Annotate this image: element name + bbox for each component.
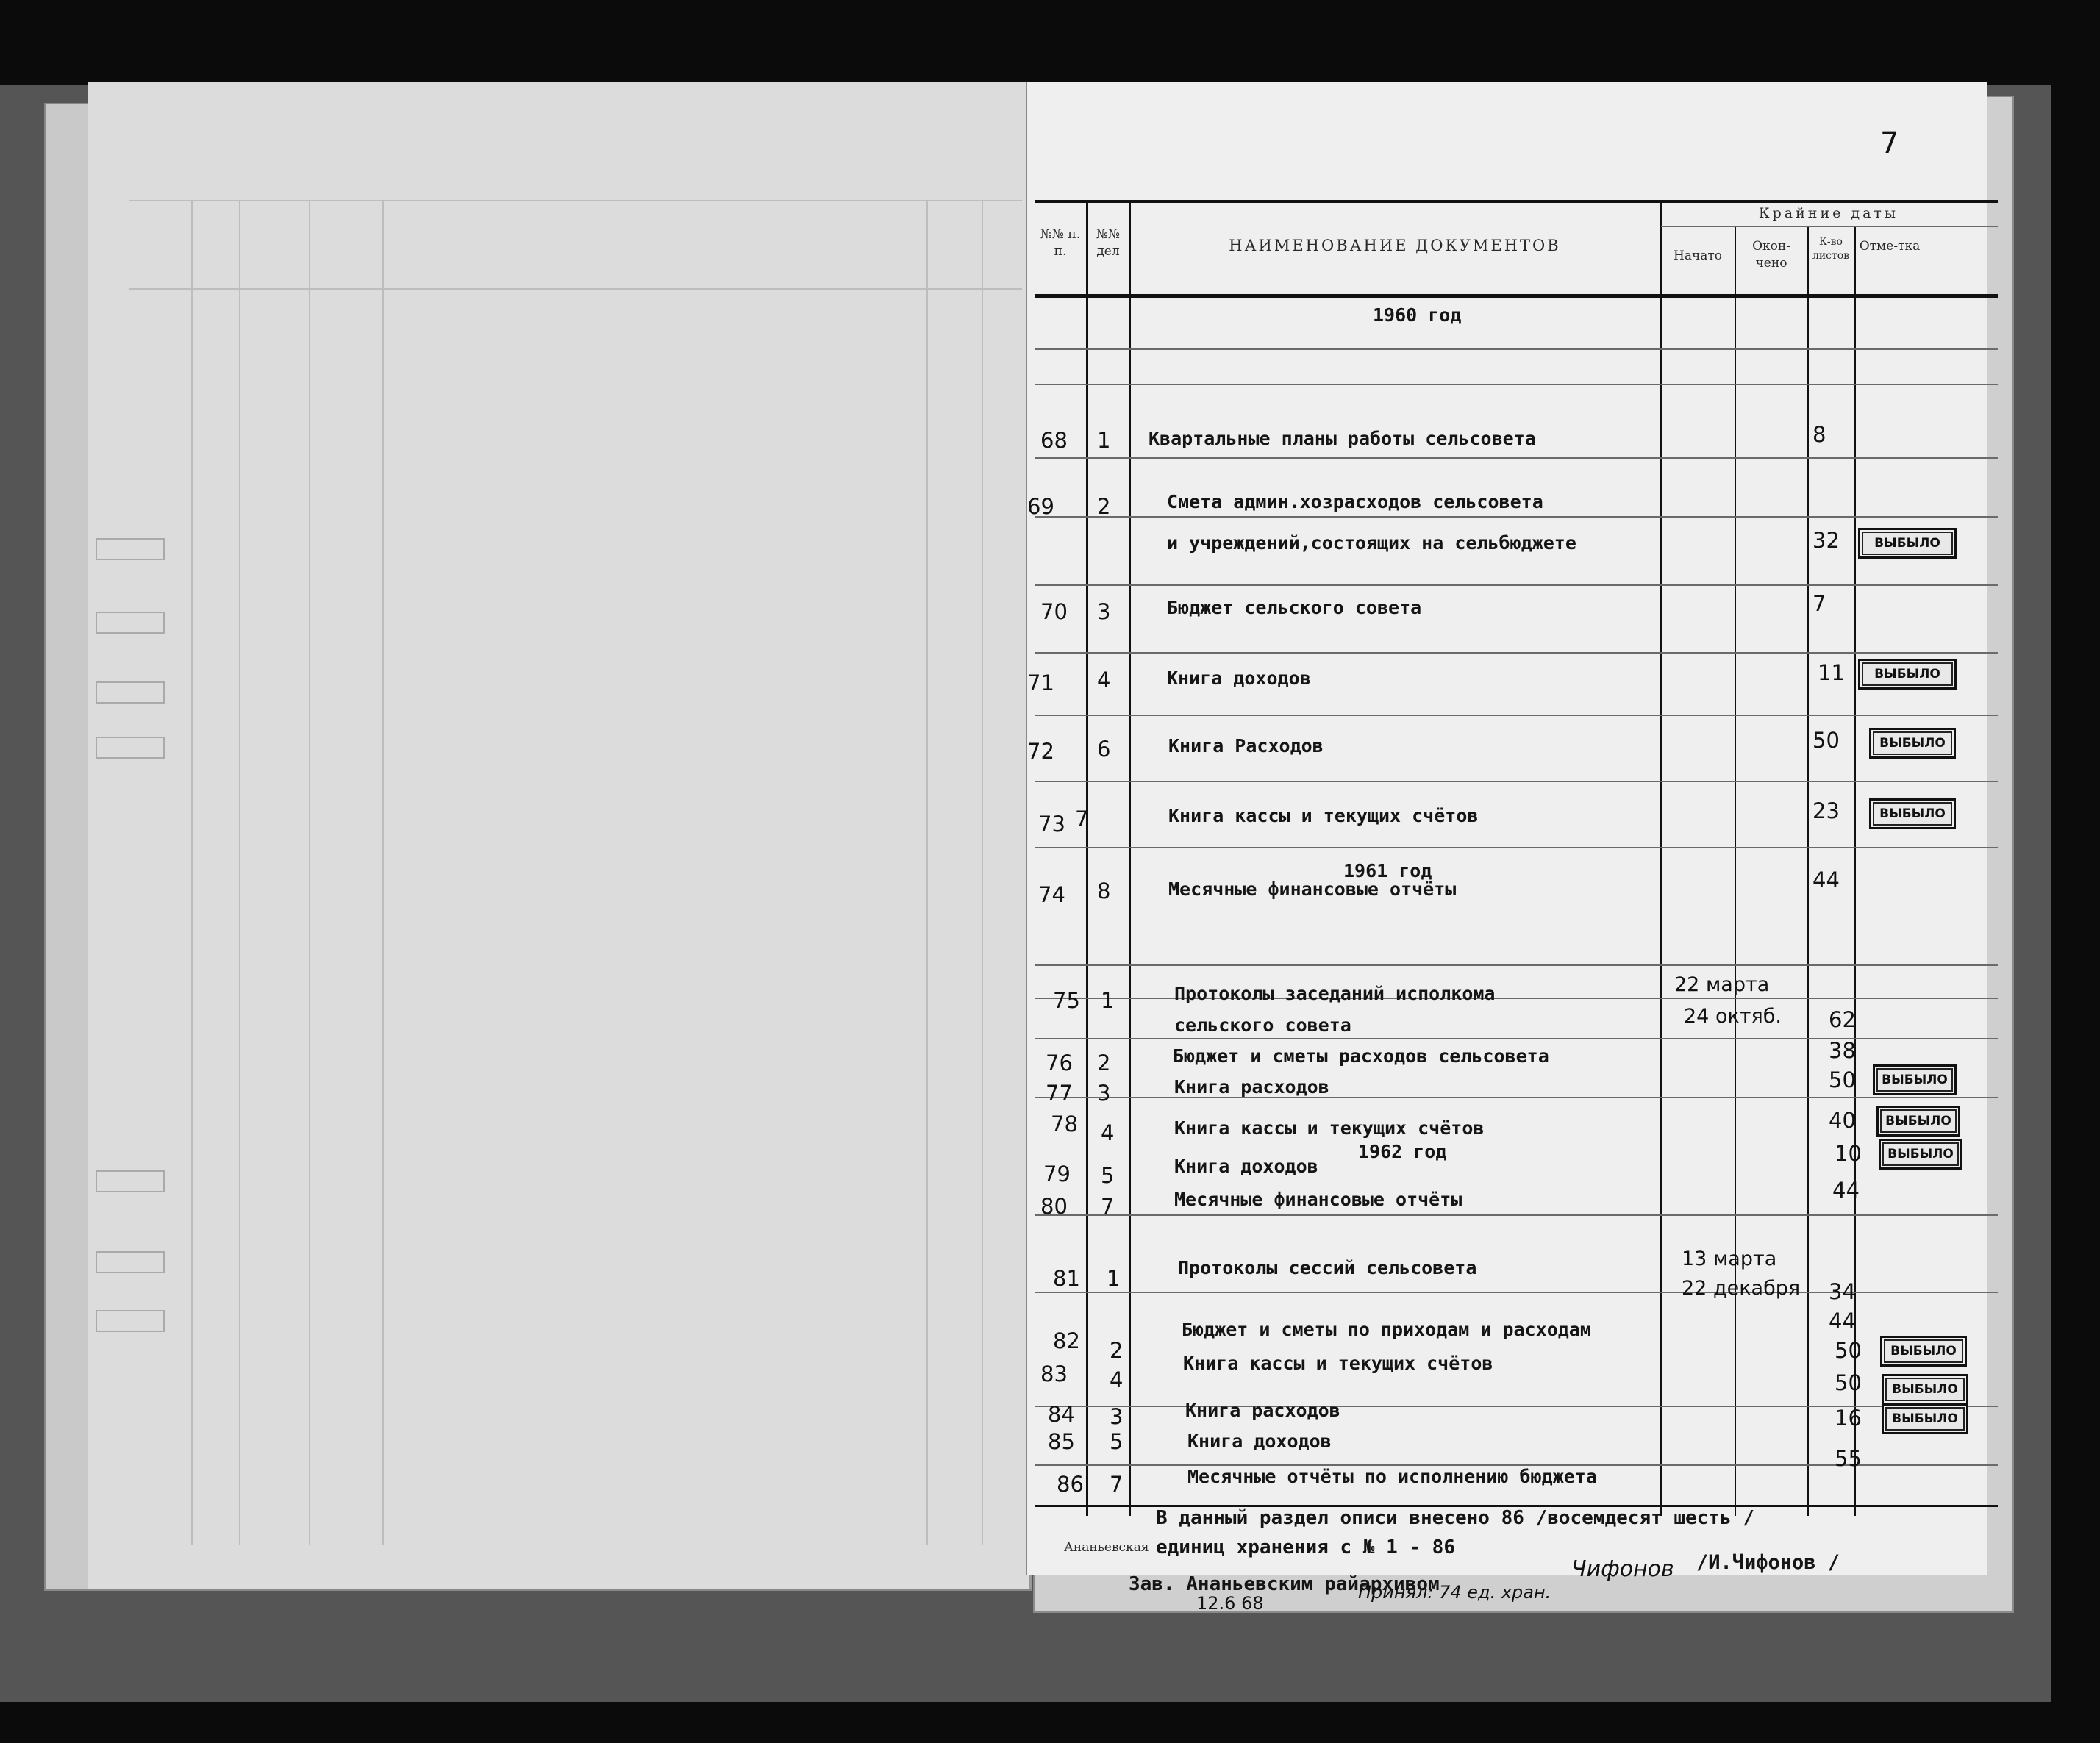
row-pp: 84 [1048,1402,1075,1427]
ghost-stamp [96,1251,165,1273]
row-sheets: 23 [1813,798,1840,823]
row-del: 7 [1075,806,1089,831]
row-pp: 74 [1038,882,1065,907]
row-pp: 72 [1027,739,1054,764]
acceptance-note: Принял: 74 ед. хран. [1358,1582,1551,1603]
row-name: Квартальные планы работы сельсовета [1149,428,1536,449]
status-stamp-vybylo: ВЫБЫЛО [1879,1139,1963,1170]
header-name: НАИМЕНОВАНИЕ ДОКУМЕНТОВ [1229,237,1561,254]
header-start: Начато [1674,248,1722,263]
row-pp: 69 [1027,494,1054,519]
row-name: Месячные финансовые отчёты [1168,878,1457,900]
ghost-rule [191,200,193,1545]
row-del: 1 [1097,428,1111,453]
ghost-stamp [96,1310,165,1332]
ghost-rule [309,200,310,1545]
row-name: Бюджет сельского совета [1167,597,1422,618]
row-name: Протоколы заседаний исполкома [1174,983,1496,1004]
status-stamp-vybylo: ВЫБЫЛО [1880,1336,1967,1367]
row-pp: 80 [1040,1194,1068,1219]
row-del: 6 [1097,737,1111,762]
row-pp: 85 [1048,1429,1075,1454]
row-del: 2 [1110,1338,1124,1363]
row-start: 22 марта [1674,973,1770,996]
row-pp: 82 [1053,1328,1080,1353]
row-rule [1035,715,1998,716]
row-name: Книга кассы и текущих счётов [1174,1117,1485,1139]
ghost-rule [239,200,240,1545]
status-stamp-vybylo: ВЫБЫЛО [1869,798,1956,829]
header-pp: №№ п. п. [1040,227,1081,259]
row-sheets: 38 [1829,1038,1856,1063]
row-rule [1035,457,1998,459]
row-del: 1 [1101,988,1115,1013]
row-sheets: 44 [1829,1309,1856,1334]
row-start: 24 октяб. [1684,1005,1782,1028]
header-sheets: К-во листов [1812,236,1850,262]
row-sheets: 50 [1835,1370,1862,1395]
row-del: 3 [1110,1404,1124,1429]
left-page [88,82,1032,1589]
ghost-rule [926,200,928,1545]
row-name: Книга Расходов [1168,735,1324,756]
row-name: Месячные финансовые отчёты [1174,1189,1462,1210]
status-stamp-vybylo: ВЫБЫЛО [1869,728,1956,759]
row-name: Бюджет и сметы по приходам и расходам [1182,1319,1591,1340]
row-del: 5 [1101,1163,1115,1188]
row-sheets: 7 [1813,591,1826,616]
year-heading-1961: 1961 год [1343,860,1432,881]
col-rule [1735,226,1736,1516]
row-rule [1035,516,1998,518]
dates-subrule [1661,226,1998,227]
row-name: Книга доходов [1188,1431,1332,1452]
row-pp: 83 [1040,1361,1068,1386]
signature-caption: Зав. Ананьевским райархивом [1129,1573,1440,1595]
handwritten-signature: Чифонов [1571,1556,1674,1582]
status-stamp-vybylo: ВЫБЫЛО [1858,659,1957,690]
row-rule [1035,847,1998,848]
ghost-rule [129,288,1022,290]
row-pp: 75 [1053,988,1080,1013]
row-sheets: 8 [1813,422,1826,447]
col-rule [1129,200,1131,1516]
row-del: 2 [1097,494,1111,519]
header-del: №№ дел [1096,227,1121,259]
row-rule [1035,384,1998,385]
row-name: Книга расходов [1185,1400,1340,1421]
row-rule [1035,964,1998,966]
col-rule [1660,200,1662,1516]
row-pp: 78 [1051,1112,1078,1137]
row-rule [1035,652,1998,654]
row-del: 4 [1101,1120,1115,1145]
row-sheets: 40 [1829,1108,1856,1133]
ghost-stamp [96,538,165,560]
row-name: Месячные отчёты по исполнению бюджета [1188,1466,1597,1487]
row-del: 7 [1101,1194,1115,1219]
row-pp: 79 [1043,1162,1071,1187]
row-rule [1035,348,1998,350]
row-del: 7 [1110,1472,1124,1497]
row-del: 5 [1110,1429,1124,1454]
col-rule [1807,226,1809,1516]
row-del: 4 [1110,1367,1124,1392]
status-stamp-vybylo: ВЫБЫЛО [1882,1374,1968,1405]
ghost-stamp [96,737,165,759]
row-del: 8 [1097,878,1111,903]
page-number: 7 [1880,126,1899,160]
row-rule [1035,584,1998,586]
row-del: 4 [1097,668,1111,692]
row-sheets: 50 [1813,728,1840,753]
publisher-imprint: Ананьевская [1064,1540,1149,1555]
row-sheets: 44 [1832,1178,1860,1203]
ghost-rule [982,200,983,1545]
year-heading-1962: 1962 год [1358,1141,1447,1162]
row-name: Книга кассы и текущих счётов [1183,1353,1493,1374]
row-del: 2 [1097,1051,1111,1075]
header-bottom-rule [1035,294,1998,298]
row-name: Протоколы сессий сельсовета [1178,1257,1477,1278]
row-sheets: 62 [1829,1007,1856,1032]
summary-line-1: В данный раздел описи внесено 86 /восемдесят шесть / [1156,1507,1754,1529]
row-name: Книга доходов [1174,1156,1318,1177]
ghost-rule [382,200,384,1545]
row-sheets: 44 [1813,867,1840,892]
row-name: Бюджет и сметы расходов сельсовета [1173,1045,1549,1067]
row-sheets: 50 [1829,1067,1856,1092]
row-pp: 86 [1057,1472,1084,1497]
row-name: Смета админ.хозрасходов сельсовета [1167,491,1543,512]
summary-line-2: единиц хранения с № 1 - 86 [1156,1536,1455,1558]
year-heading-1960: 1960 год [1373,304,1462,326]
row-del: 3 [1097,1081,1111,1106]
sign-date: 12.6 68 [1196,1593,1264,1614]
signer-name: /И.Чифонов / [1696,1551,1840,1574]
status-stamp-vybylo: ВЫБЫЛО [1876,1106,1960,1137]
row-sheets: 16 [1835,1406,1862,1431]
status-stamp-vybylo: ВЫБЫЛО [1882,1403,1968,1434]
row-sheets: 55 [1835,1446,1862,1471]
header-dates: Крайние даты [1758,205,1899,221]
row-name: Книга расходов [1174,1076,1329,1098]
row-rule [1035,781,1998,782]
row-name: Книга кассы и текущих счётов [1168,805,1479,826]
header-end: Окон-чено [1752,239,1790,271]
row-pp: 76 [1046,1051,1073,1075]
row-sheets: 10 [1835,1141,1862,1166]
ghost-stamp [96,681,165,704]
row-pp: 81 [1053,1266,1080,1291]
row-start: 13 марта [1682,1248,1777,1270]
row-sheets: 32 [1813,528,1840,553]
table-top-rule [1035,200,1998,203]
row-pp: 71 [1027,670,1054,695]
row-name: и учреждений,состоящих на сельбюджете [1167,532,1576,554]
row-sheets: 34 [1829,1279,1856,1304]
status-stamp-vybylo: ВЫБЫЛО [1873,1064,1957,1095]
row-rule [1035,1214,1998,1216]
ghost-rule [129,200,1022,201]
col-rule [1086,200,1088,1516]
row-sheets: 11 [1818,660,1845,685]
row-name: Книга доходов [1167,668,1311,689]
header-mark: Отме-тка [1859,239,1921,254]
row-sheets: 50 [1835,1338,1862,1363]
row-pp: 68 [1040,428,1068,453]
row-del: 3 [1097,599,1111,624]
inventory-page [1026,82,1987,1614]
row-name: сельского совета [1174,1014,1351,1036]
row-pp: 73 [1038,812,1065,837]
row-del: 1 [1107,1266,1121,1291]
row-pp: 70 [1040,599,1068,624]
ghost-stamp [96,612,165,634]
status-stamp-vybylo: ВЫБЫЛО [1858,528,1957,559]
row-start: 22 декабря [1682,1277,1801,1300]
ghost-stamp [96,1170,165,1192]
row-pp: 77 [1046,1081,1073,1106]
